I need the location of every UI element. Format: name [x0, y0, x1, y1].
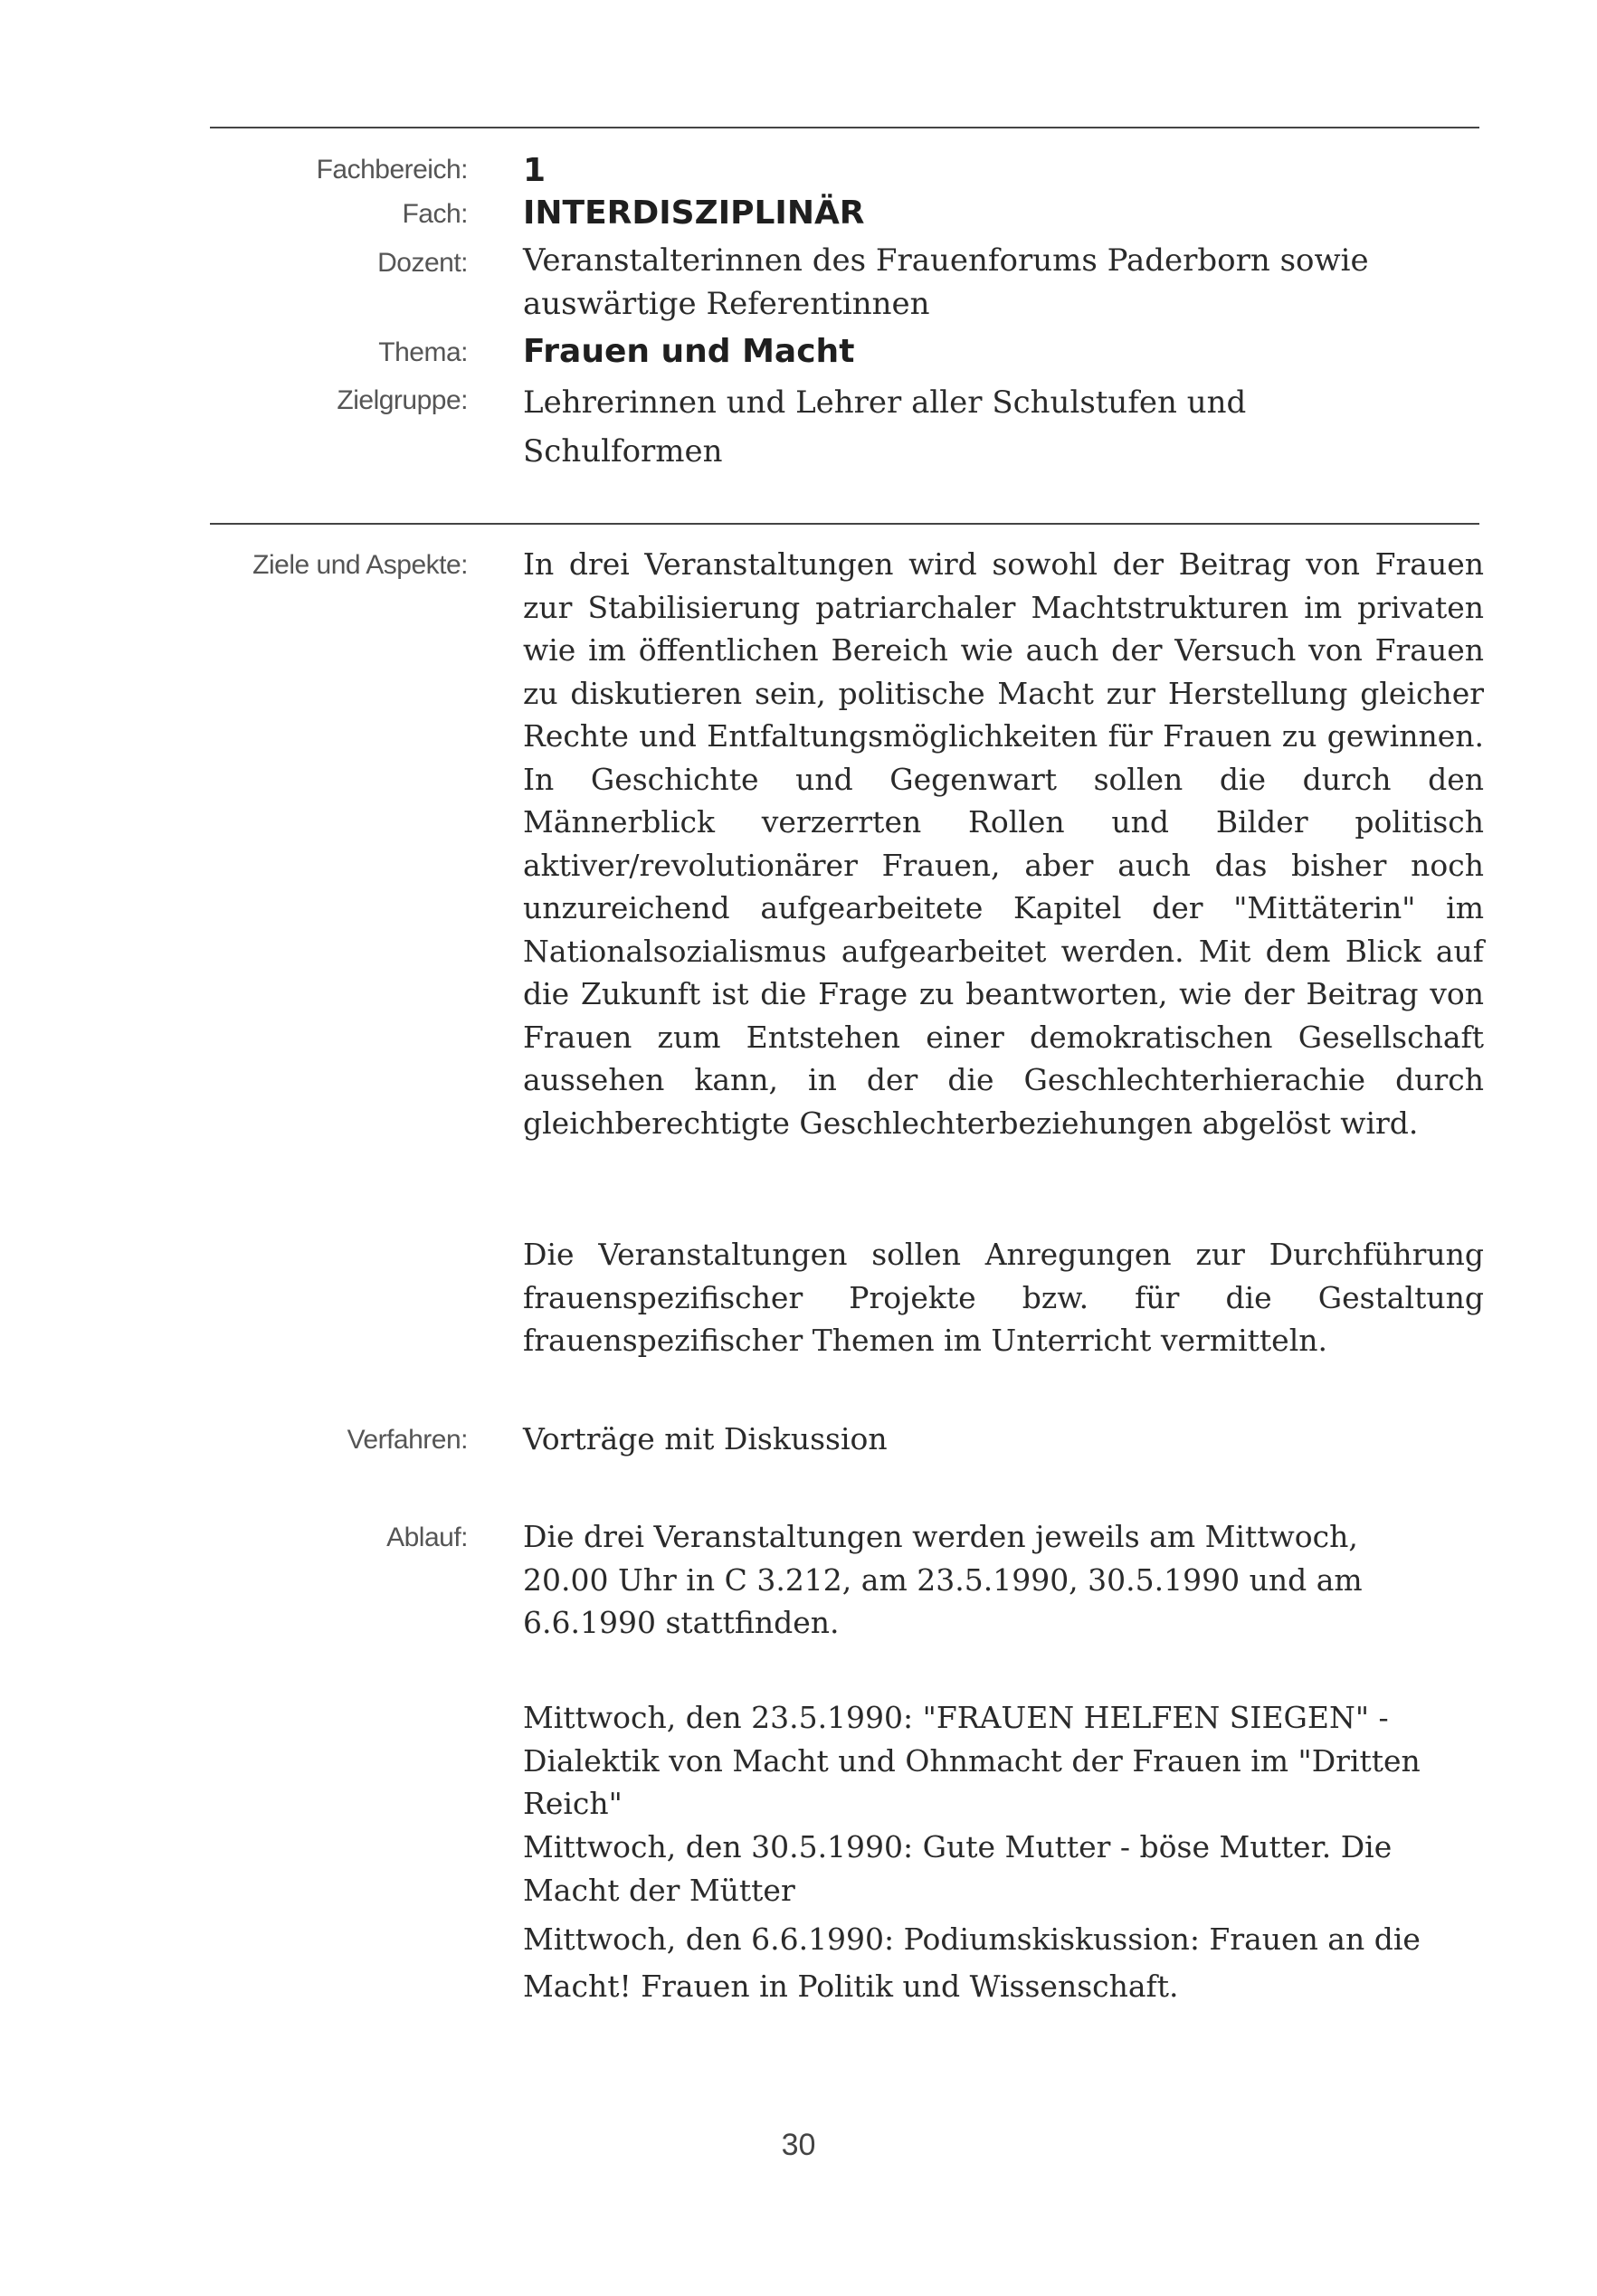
- ziele-paragraph-1: In drei Veranstaltungen wird sowohl der Beitrag von Frauen zur Stabilisierung patriarchaler Machtstrukturen im privaten wie im öffentlichen Bereich wie auch der Versuch von Frauen zu diskutieren sein, politische Macht zur Herstellung gleicher Rechte und Entfaltungsmöglichkeiten für Frauen zu gewinnen. In Geschichte und Gegenwart sollen die durch den Männerblick verzerrten Rollen und Bilder politisch aktiver/revolutionärer Frauen, aber auch das bisher noch unzureichend aufgearbeitete Kapitel der "Mittäterin" im Nationalsozialismus aufgearbeitet werden. Mit dem Blick auf die Zukunft ist die Frage zu beantworten, wie der Beitrag von Frauen zum Entstehen einer demokratischen Gesellschaft aussehen kann, in der die Geschlechterhierachie durch gleichberechtigte Geschlechterbeziehungen abgelöst wird.: [523, 546, 1484, 1141]
- fach-value: INTERDISZIPLINÄR: [523, 194, 865, 232]
- thema-label: Thema:: [378, 337, 468, 367]
- top-rule: [210, 127, 1479, 128]
- dozent-value: Veranstalterinnen des Frauenforums Paderborn sowie auswärtige Referentinnen: [523, 242, 1369, 322]
- middle-rule: [210, 523, 1479, 525]
- verfahren-value: Vorträge mit Diskussion: [523, 1421, 888, 1456]
- zielgruppe-label: Zielgruppe:: [337, 385, 468, 415]
- verfahren-label: Verfahren:: [347, 1425, 468, 1455]
- ablauf-paragraph: Die drei Veranstaltungen werden jeweils am Mittwoch, 20.00 Uhr in C 3.212, am 23.5.1990, 30.5.1990 und am 6.6.1990 stattfinden.: [523, 1519, 1363, 1640]
- fachbereich-label: Fachbereich:: [316, 155, 468, 185]
- session-2: Mittwoch, den 30.5.1990: Gute Mutter - böse Mutter. Die Macht der Mütter: [523, 1829, 1393, 1908]
- fachbereich-value: 1: [523, 152, 547, 189]
- page-number: 30: [781, 2128, 816, 2162]
- ablauf-label: Ablauf:: [386, 1523, 468, 1552]
- ziele-label: Ziele und Aspekte:: [252, 550, 468, 580]
- thema-value: Frauen und Macht: [523, 333, 855, 370]
- dozent-label: Dozent:: [377, 248, 468, 278]
- session-1: Mittwoch, den 23.5.1990: "FRAUEN HELFEN SIEGEN" - Dialektik von Macht und Ohnmacht der Frauen im "Dritten Reich": [523, 1700, 1421, 1821]
- fach-label: Fach:: [402, 199, 468, 229]
- zielgruppe-value: Lehrerinnen und Lehrer aller Schulstufen und Schulformen: [523, 384, 1247, 470]
- ziele-paragraph-2: Die Veranstaltungen sollen Anregungen zur Durchführung frauenspezifischer Projekte bzw. für die Gestaltung frauenspezifischer Themen im Unterricht vermitteln.: [523, 1237, 1484, 1358]
- session-3: Mittwoch, den 6.6.1990: Podiumskiskussion: Frauen an die Macht! Frauen in Politik und Wissenschaft.: [523, 1921, 1421, 2004]
